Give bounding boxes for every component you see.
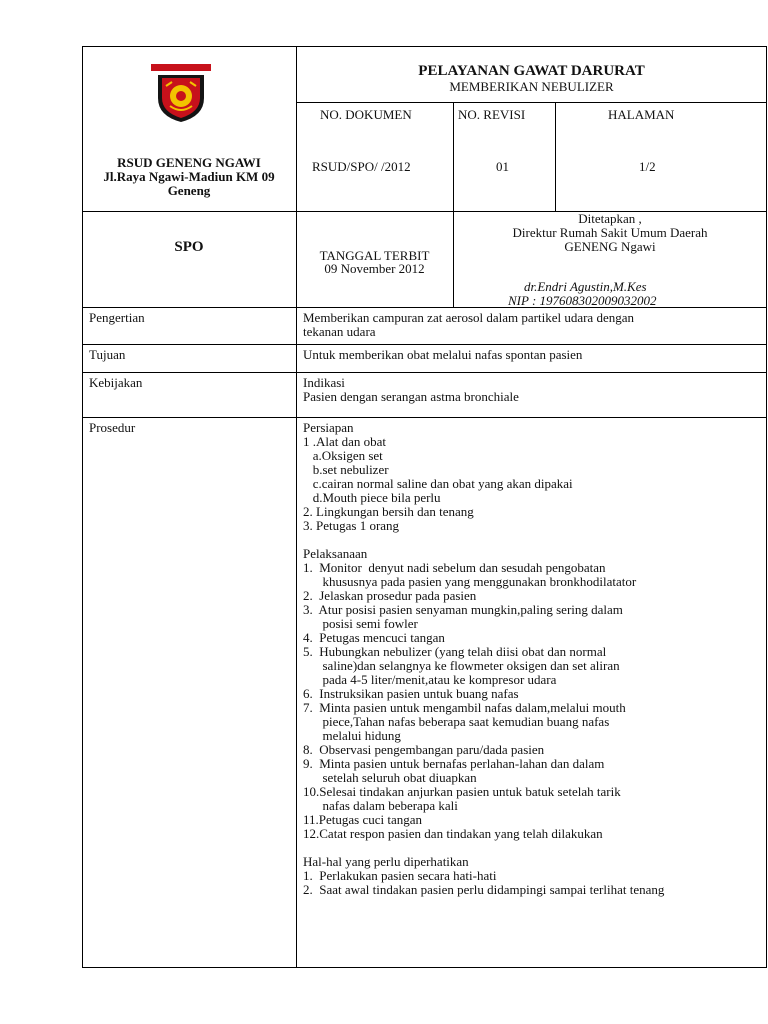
- procedure-line: 8. Observasi pengembangan paru/dada pasien: [303, 742, 545, 757]
- title-row-divider: [296, 102, 767, 103]
- procedure-line: piece,Tahan nafas beberapa saat kemudian buang nafas: [303, 714, 610, 729]
- page-column-divider: [555, 102, 556, 212]
- approval-line-2: Direktur Rumah Sakit Umum Daerah: [512, 225, 708, 240]
- procedure-line: 6. Instruksikan pasien untuk buang nafas: [303, 686, 519, 701]
- revision-column-divider: [453, 102, 454, 308]
- procedure-line: 2. Saat awal tindakan pasien perlu didampingi sampai terlihat tenang: [303, 882, 665, 897]
- procedure-line: [303, 533, 763, 547]
- procedure-line: nafas dalam beberapa kali: [303, 798, 458, 813]
- outer-top-border: [82, 46, 767, 47]
- procedure-line: 1. Monitor denyut nadi sebelum dan sesudah pengobatan: [303, 560, 606, 575]
- procedure-line: 3. Atur posisi pasien senyaman mungkin,paling sering dalam: [303, 602, 623, 617]
- procedure-line: posisi semi fowler: [303, 616, 418, 631]
- kebijakan-text-line-2: Pasien dengan serangan astma bronchiale: [303, 389, 519, 404]
- procedure-line: 7. Minta pasien untuk mengambil nafas dalam,melalui mouth: [303, 700, 626, 715]
- revision-value: 01: [496, 159, 509, 174]
- label-column-divider: [296, 46, 297, 968]
- procedure-line: 5. Hubungkan nebulizer (yang telah diisi obat dan normal: [303, 644, 607, 659]
- kebijakan-label: Kebijakan: [89, 375, 143, 390]
- spo-row-divider: [82, 307, 767, 308]
- signer-name: dr.Endri Agustin,M.Kes: [524, 279, 647, 294]
- document-subtitle: MEMBERIKAN NEBULIZER: [449, 79, 614, 94]
- procedure-line: 11.Petugas cuci tangan: [303, 812, 423, 827]
- procedure-line: 2. Lingkungan bersih dan tenang: [303, 504, 474, 519]
- procedure-line: 10.Selesai tindakan anjurkan pasien untuk batuk setelah tarik: [303, 784, 621, 799]
- pengertian-row-divider: [82, 344, 767, 345]
- procedure-line: d.Mouth piece bila perlu: [303, 490, 441, 505]
- kebijakan-text-line-1: Indikasi: [303, 375, 345, 390]
- tujuan-label: Tujuan: [89, 347, 126, 362]
- page-label: HALAMAN: [608, 107, 675, 122]
- prosedur-label: Prosedur: [89, 420, 136, 435]
- procedure-line: 12.Catat respon pasien dan tindakan yang telah dilakukan: [303, 826, 603, 841]
- procedure-line: pada 4-5 liter/menit,atau ke kompresor udara: [303, 672, 557, 687]
- procedure-line: b.set nebulizer: [303, 462, 389, 477]
- page-value: 1/2: [639, 159, 656, 174]
- procedure-line: Hal-hal yang perlu diperhatikan: [303, 854, 469, 869]
- procedure-line: Persiapan: [303, 420, 354, 435]
- procedure-line: saline)dan selangnya ke flowmeter oksigen dan set aliran: [303, 658, 620, 673]
- outer-bottom-border: [82, 967, 767, 968]
- pengertian-label: Pengertian: [89, 310, 145, 325]
- doc-number-value: RSUD/SPO/ /2012: [312, 159, 411, 174]
- procedure-line: setelah seluruh obat diuapkan: [303, 770, 477, 785]
- procedure-line: c.cairan normal saline dan obat yang akan dipakai: [303, 476, 573, 491]
- approval-line-3: GENENG Ngawi: [564, 239, 656, 254]
- procedure-line: [303, 841, 763, 855]
- hospital-name: RSUD GENENG NGAWI: [117, 155, 261, 170]
- pengertian-text-line-2: tekanan udara: [303, 324, 376, 339]
- procedure-line: 1. Perlakukan pasien secara hati-hati: [303, 868, 497, 883]
- procedure-line: Pelaksanaan: [303, 546, 368, 561]
- spo-label: SPO: [174, 239, 204, 255]
- procedure-line: 2. Jelaskan prosedur pada pasien: [303, 588, 477, 603]
- procedure-line: 3. Petugas 1 orang: [303, 518, 400, 533]
- hospital-address-line-2: Geneng: [167, 183, 211, 198]
- pengertian-text-line-1: Memberikan campuran zat aerosol dalam partikel udara dengan: [303, 310, 634, 325]
- hospital-logo-icon: [148, 58, 214, 124]
- outer-right-border: [766, 46, 767, 968]
- issue-date-label: TANGGAL TERBIT: [319, 248, 430, 263]
- document-title: PELAYANAN GAWAT DARURAT: [418, 63, 645, 79]
- procedure-list: [303, 421, 763, 897]
- signer-nip: NIP : 197608302009032002: [508, 293, 657, 308]
- kebijakan-row-divider: [82, 417, 767, 418]
- procedure-line: 1 .Alat dan obat: [303, 434, 387, 449]
- procedure-line: 4. Petugas mencuci tangan: [303, 630, 445, 645]
- tujuan-text: Untuk memberikan obat melalui nafas spontan pasien: [303, 347, 583, 362]
- revision-label: NO. REVISI: [458, 107, 526, 122]
- procedure-line: 9. Minta pasien untuk bernafas perlahan-lahan dan dalam: [303, 756, 605, 771]
- doc-number-label: NO. DOKUMEN: [320, 107, 412, 122]
- issue-date-value: 09 November 2012: [324, 261, 425, 276]
- approval-line-1: Ditetapkan ,: [578, 211, 642, 226]
- tujuan-row-divider: [82, 372, 767, 373]
- hospital-address-line-1: Jl.Raya Ngawi-Madiun KM 09: [103, 169, 275, 184]
- procedure-line: a.Oksigen set: [303, 448, 383, 463]
- procedure-line: khususnya pada pasien yang menggunakan bronkhodilatator: [303, 574, 637, 589]
- procedure-line: melalui hidung: [303, 728, 401, 743]
